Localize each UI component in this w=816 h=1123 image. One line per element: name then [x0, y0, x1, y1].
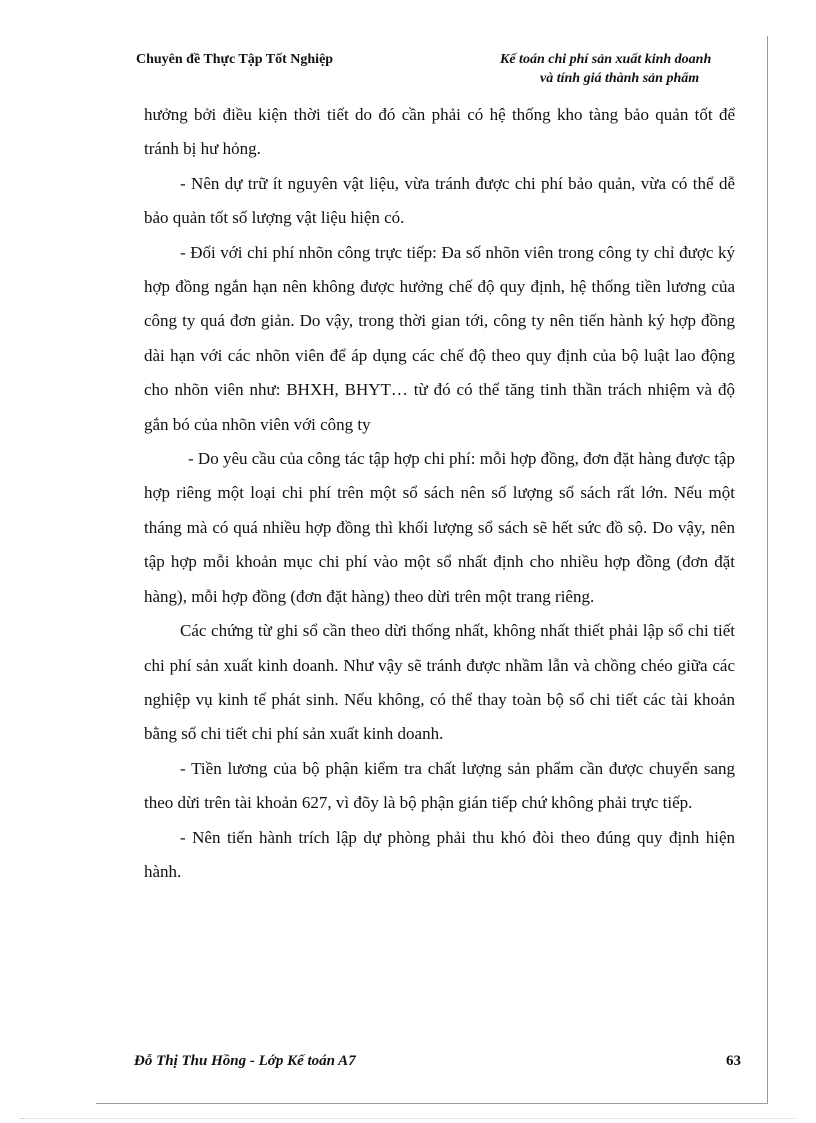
paragraph-continuation: hưởng bởi điều kiện thời tiết do đó cần phải có hệ thống kho tàng bảo quản tốt để tránh bị hư hỏng. [144, 105, 735, 159]
footer-author: Đỗ Thị Thu Hồng - Lớp Kế toán A7 [134, 1053, 356, 1069]
header-title: Chuyên đề Thực Tập Tốt Nghiệp [136, 52, 334, 67]
paragraph-materials: - Nên dự trữ ít nguyên vật liệu, vừa tránh được chi phí bảo quản, vừa có thể dễ bảo quản tốt số lượng vật liệu hiện có. [144, 173, 735, 228]
paragraph-labor-costs: - Đối với chi phí nhõn công trực tiếp: Đa số nhõn viên trong công ty chỉ được ký hợp đồng ngắn hạn nên không được hưởng chế độ quy định, hệ thống tiền lương của công ty quá đơn giản. Do vậy, trong thời gian tới, công ty nên tiến hành ký hợp đồng dài hạn với các nhõn viên để áp dụng các chế độ theo quy định của bộ luật lao động cho nhõn viên như: BHXH, BHYT… từ đó có thể tăng tinh thần trách nhiệm và độ gắn bó của nhõn viên với công ty [144, 242, 735, 434]
paragraph-provisions: - Nên tiến hành trích lập dự phòng phải thu khó đòi theo đúng quy định hiện hành. [144, 827, 735, 881]
paragraph-vouchers: Các chứng từ ghi sổ cần theo dừi thống nhất, không nhất thiết phải lập sổ chi tiết chi phí sản xuất kinh doanh. Như vậy sẽ tránh được nhầm lẫn và chồng chéo giữa các nghiệp vụ kinh tế phát sinh. Nếu không, có thể thay toàn bộ sổ chi tiết các tài khoản bằng sổ chi tiết chi phí sản xuất kinh doanh. [144, 621, 735, 744]
paragraph-cost-aggregation: - Do yêu cầu của công tác tập hợp chi phí: mỗi hợp đồng, đơn đặt hàng được tập hợp riêng một loại chi phí trên một sổ sách nên số lượng sổ sách rất lớn. Nếu một tháng mà có quá nhiều hợp đồng thì khối lượng sổ sách sẽ hết sức đồ sộ. Do vậy, nên tập hợp mỗi khoản mục chi phí vào một sổ nhất định cho nhiều hợp đồng (đơn đặt hàng), mỗi hợp đồng (đơn đặt hàng) theo dừi trên một trang riêng. [144, 449, 736, 606]
paragraph-quality-salary: - Tiền lương của bộ phận kiểm tra chất lượng sản phẩm cần được chuyển sang theo dừi trên tài khoản 627, vì đõy là bộ phận gián tiếp chứ không phải trực tiếp. [144, 758, 735, 813]
header-subject-line2: và tính giá thành sản phẩm [540, 71, 700, 86]
header-subject [440, 50, 740, 88]
header-subject-line1: Kế toán chi phí sản xuất kinh doanh [500, 52, 712, 67]
document-body [144, 98, 735, 889]
bottom-divider [20, 1118, 796, 1119]
page-number: 63 [726, 1053, 741, 1069]
